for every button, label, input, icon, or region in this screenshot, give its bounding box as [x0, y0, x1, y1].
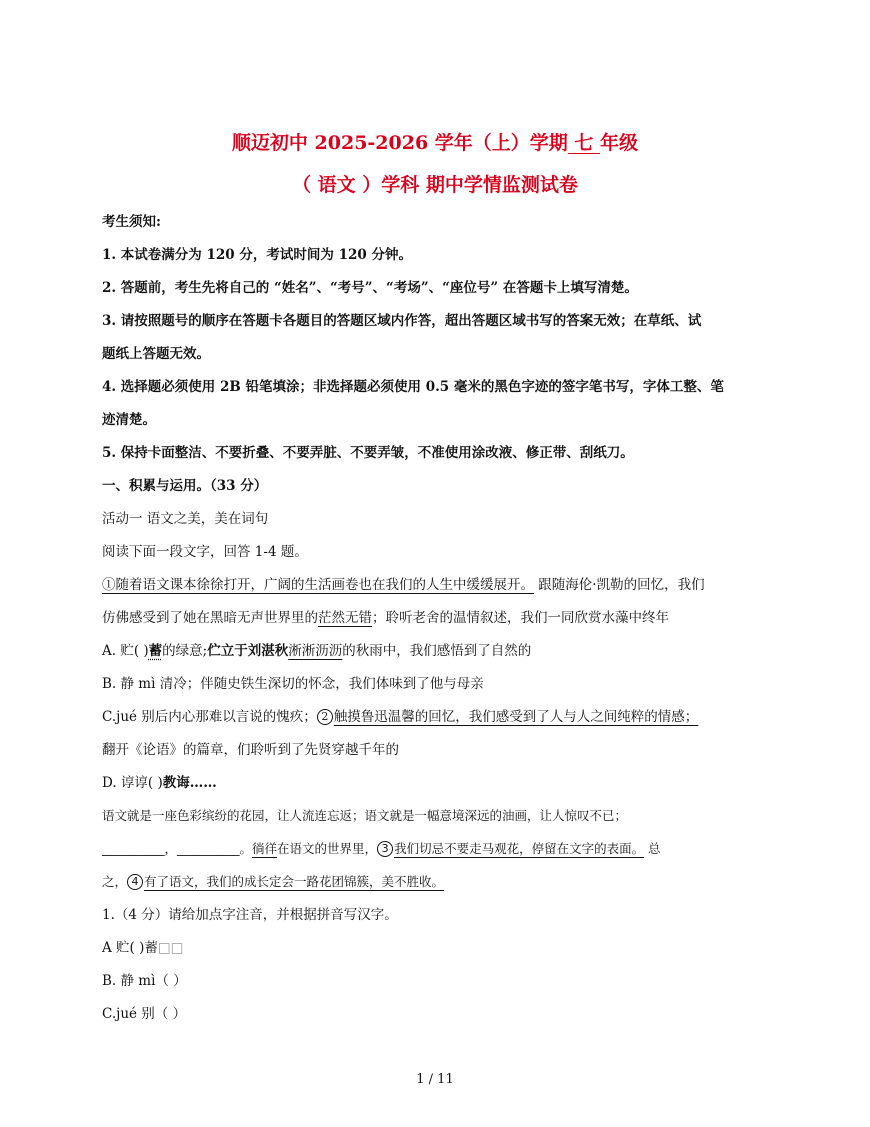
- passage-line: C.jué 别后内心那难以言说的愧疚； 2 触摸鲁迅温馨的回忆，我们感受到了人与人之间纯粹的情感；: [102, 709, 699, 725]
- title-suffix: 年级: [600, 132, 639, 154]
- notice-item: 题纸上答题无效。: [102, 346, 210, 362]
- passage-line: B. 静 mì 清冷；伴随史铁生深切的怀念，我们体味到了他与母亲: [102, 676, 484, 692]
- passage-line: 之， 4 有了语文，我们的成长定会一路花团锦簇，美不胜收。: [102, 874, 445, 889]
- question-item: C.jué 别（ ）: [102, 1006, 187, 1022]
- question-item: B. 静 mì（ ）: [102, 973, 187, 989]
- dotted-character: 蓄: [148, 643, 163, 659]
- notice-item: 3. 请按照题号的顺序在答题卡各题目的答题区域内作答，超出答题区域书写的答案无效；在草纸、试: [102, 313, 702, 329]
- passage-line: A. 贮( )蓄的绿意;伫立于刘湛秋淅淅沥沥的秋雨中，我们感悟到了自然的: [102, 643, 532, 659]
- reading-instruction: 阅读下面一段文字，回答 1-4 题。: [102, 544, 308, 560]
- activity-title: 活动一 语文之美，美在词句: [102, 511, 269, 527]
- sentence-number: 2: [317, 709, 333, 725]
- underlined-sentence: 有了语文，我们的成长定会一路花团锦簇，美不胜收。: [144, 874, 445, 889]
- underlined-sentence: 随着语文课本徐徐打开，广阔的生活画卷也在我们的人生中缓缓展开。: [115, 577, 534, 593]
- underlined-sentence: 我们切忌不要走马观花，停留在文字的表面。: [394, 841, 645, 856]
- underlined-sentence: 触摸鲁迅温馨的回忆，我们感受到了人与人之间纯粹的情感；: [333, 709, 699, 725]
- sentence-number: 3: [377, 841, 393, 857]
- passage-line: __________，__________。徜徉在语文的世界里， 3 我们切忌不要走马观花，停留在文字的表面。 总: [102, 841, 661, 856]
- blank-1[interactable]: __________: [102, 841, 165, 856]
- question-item: A 贮( )蓄□□: [102, 940, 184, 956]
- underlined-word: 淅淅沥沥: [288, 643, 343, 659]
- section-heading: 一、积累与运用。（33 分）: [102, 478, 268, 494]
- passage-line: 仿佛感受到了她在黑暗无声世界里的茫然无错；聆听老舍的温情叙述，我们一同欣赏水藻中终年: [102, 610, 669, 626]
- placeholder-boxes: □□: [157, 940, 184, 956]
- blank-2[interactable]: __________: [177, 841, 240, 856]
- passage-line: D. 谆谆( )教诲……: [102, 775, 217, 791]
- notice-item: 2. 答题前，考生先将自己的 “姓名”、“考号”、“考场”、“座位号” 在答题卡上填写清楚。: [102, 280, 638, 296]
- question-stem: 1.（4 分）请给加点字注音，并根据拼音写汉字。: [102, 907, 398, 923]
- page-number: 1 / 11: [416, 1072, 454, 1087]
- sentence-number: ①: [102, 577, 116, 593]
- notice-item: 迹清楚。: [102, 412, 156, 428]
- exam-subtitle: （ 语文 ）学科 期中学情监测试卷: [292, 174, 578, 196]
- underlined-word: 徜徉: [252, 841, 278, 856]
- notice-item: 4. 选择题必须使用 2B 铅笔填涂；非选择题必须使用 0.5 毫米的黑色字迹的签字笔书写，字体工整、笔: [102, 379, 724, 395]
- passage-line: ①随着语文课本徐徐打开，广阔的生活画卷也在我们的人生中缓缓展开。 跟随海伦·凯勒的回忆，我们: [102, 577, 705, 593]
- underlined-word: 茫然无错: [318, 610, 372, 626]
- exam-title: [0, 128, 870, 155]
- notice-item: 1. 本试卷满分为 120 分，考试时间为 120 分钟。: [102, 247, 412, 263]
- sentence-number: 4: [127, 874, 143, 890]
- passage-line: 语文就是一座色彩缤纷的花园，让人流连忘返；语文就是一幅意境深远的油画，让人惊叹不已；: [102, 808, 628, 823]
- title-prefix: 顺迈初中 2025-2026 学年（上）学期: [231, 132, 568, 154]
- notice-heading: 考生须知:: [102, 214, 161, 230]
- passage-line: 翻开《论语》的篇章，们聆听到了先贤穿越千年的: [102, 742, 399, 758]
- notice-item: 5. 保持卡面整洁、不要折叠、不要弄脏、不要弄皱，不准使用涂改液、修正带、刮纸刀。: [102, 445, 634, 461]
- grade-value: 七: [567, 132, 601, 154]
